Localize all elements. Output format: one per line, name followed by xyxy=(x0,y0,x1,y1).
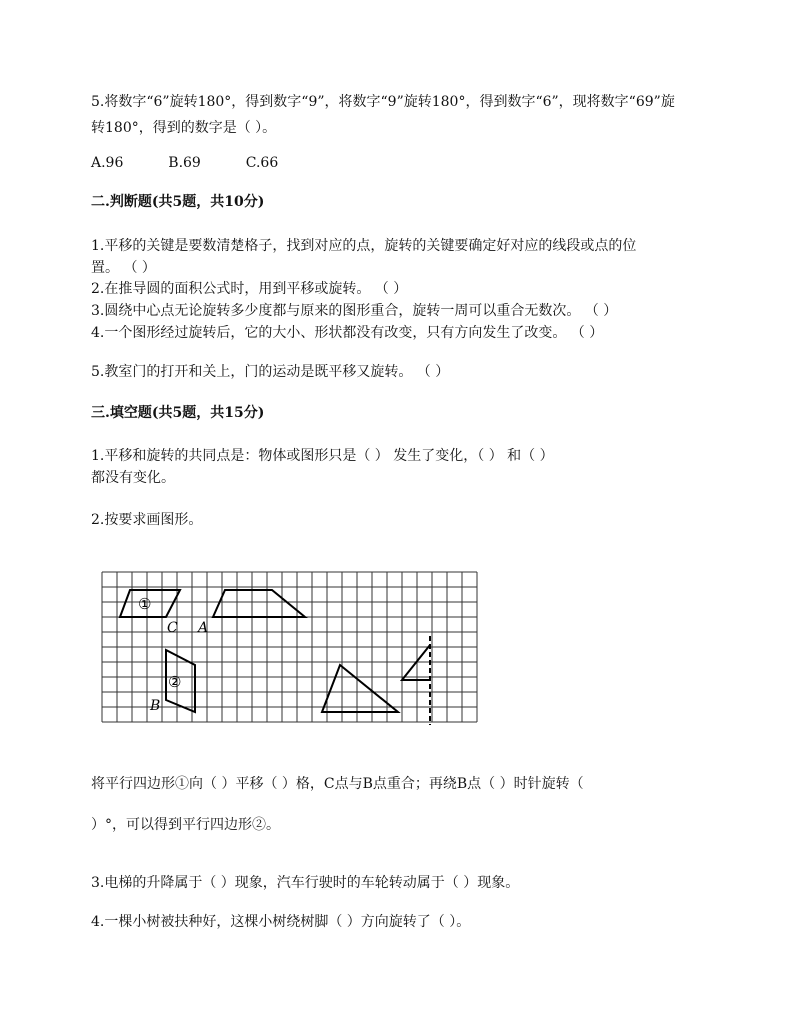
q5-line1: 5.将数字“6”旋转180°，得到数字“9”，将数字“9”旋转180°，得到数字“6”，现将数字“69”旋 xyxy=(91,94,675,110)
option-b: B.69 xyxy=(168,155,201,171)
tf-item-5: 5.教室门的打开和关上，门的运动是既平移又旋转。 （ ） xyxy=(91,364,450,380)
label-circle-2: ② xyxy=(168,673,182,691)
fill-q2-title: 2.按要求画图形。 xyxy=(91,512,203,528)
fill-q1-line2: 都没有变化。 xyxy=(91,470,175,486)
label-a: A xyxy=(198,620,209,636)
label-circle-1: ① xyxy=(138,595,152,613)
trapezoid-shape xyxy=(213,590,305,617)
fill-q1-line1: 1.平移和旋转的共同点是：物体或图形只是（ ） 发生了变化，（ ） 和（ ） xyxy=(91,448,554,464)
fill-q2-text2: ）°，可以得到平行四边形②。 xyxy=(91,817,280,833)
grid-figure xyxy=(100,570,480,730)
option-c: C.66 xyxy=(245,155,279,171)
grid-svg xyxy=(100,570,480,730)
tf-item-1b: 置。 （ ） xyxy=(91,260,156,276)
q5-options xyxy=(91,153,278,173)
q5-line2: 转180°，得到的数字是（ ）。 xyxy=(91,120,277,136)
tf-item-2: 2.在推导圆的面积公式时，用到平移或旋转。 （ ） xyxy=(91,281,408,297)
option-a: A.96 xyxy=(91,155,124,171)
fill-q3: 3.电梯的升降属于（ ）现象，汽车行驶时的车轮转动属于（ ）现象。 xyxy=(91,875,520,891)
label-c: C xyxy=(167,620,178,636)
fill-q2-text1: 将平行四边形①向（ ）平移（ ）格，C点与B点重合；再绕B点（ ）时针旋转（ xyxy=(91,776,584,792)
tf-item-1a: 1.平移的关键是要数清楚格子，找到对应的点，旋转的关键要确定好对应的线段或点的位 xyxy=(91,238,637,254)
label-b: B xyxy=(150,698,161,714)
section3-title: 三.填空题(共5题，共15分) xyxy=(91,405,265,421)
tf-item-4: 4.一个图形经过旋转后，它的大小、形状都没有改变，只有方向发生了改变。 （ ） xyxy=(91,325,604,341)
tf-item-3: 3.圆绕中心点无论旋转多少度都与原来的图形重合，旋转一周可以重合无数次。 （ ） xyxy=(91,303,618,319)
fill-q4: 4.一棵小树被扶种好，这棵小树绕树脚（ ）方向旋转了（ ）。 xyxy=(91,914,471,930)
section2-title: 二.判断题(共5题，共10分) xyxy=(91,194,265,210)
